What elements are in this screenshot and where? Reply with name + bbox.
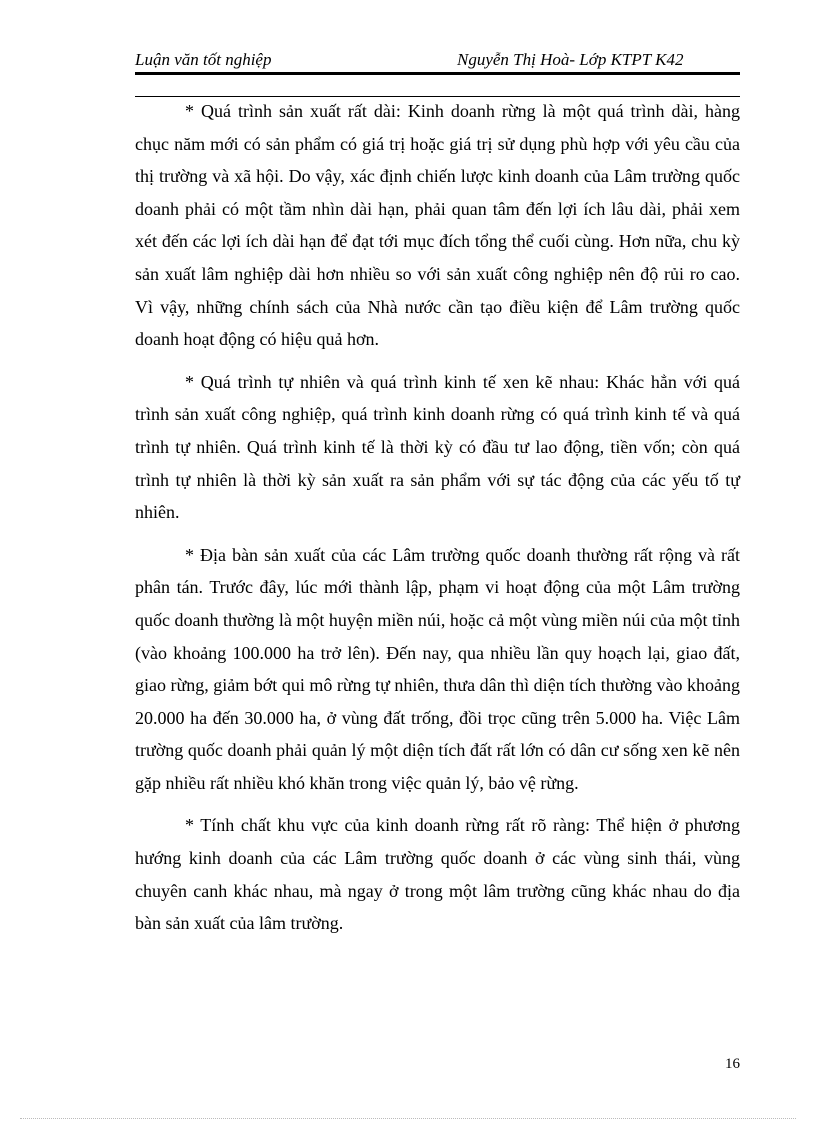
body-text — [135, 95, 740, 950]
header-thesis-title: Luận văn tốt nghiệp — [135, 50, 272, 69]
running-header — [135, 50, 740, 72]
header-rule-thick — [135, 72, 740, 75]
header-author-class: Nguyễn Thị Hoà- Lớp KTPT K42 — [457, 50, 684, 69]
paragraph-production-duration: * Quá trình sản xuất rất dài: Kinh doanh rừng là một quá trình dài, hàng chục năm mới có sản phẩm có giá trị hoặc giá trị sử dụng phù hợp với yêu cầu của thị trường và xã hội. Do vậy, xác định chiến lược kinh doanh của Lâm trường quốc doanh phải có một tầm nhìn dài hạn, phải quan tâm đến lợi ích lâu dài, phải xem xét đến các lợi ích dài hạn để đạt tới mục đích tổng thể cuối cùng. Hơn nữa, chu kỳ sản xuất lâm nghiệp dài hơn nhiều so với sản xuất công nghiệp nên độ rủi ro cao. Vì vậy, những chính sách của Nhà nước cần tạo điều kiện để Lâm trường quốc doanh hoạt động có hiệu quả hơn. — [135, 101, 740, 350]
page-bottom-border — [20, 1118, 796, 1119]
paragraph-regional-nature: * Tính chất khu vực của kinh doanh rừng rất rõ ràng: Thể hiện ở phương hướng kinh doanh của các Lâm trường quốc doanh ở các vùng sinh thái, vùng chuyên canh khác nhau, mà ngay ở trong một lâm trường cũng khác nhau do địa bàn sản xuất của lâm trường. — [135, 815, 740, 934]
paragraph-natural-economic-process: * Quá trình tự nhiên và quá trình kinh tế xen kẽ nhau: Khác hẳn với quá trình sản xuất công nghiệp, quá trình kinh doanh rừng có quá trình kinh tế và quá trình tự nhiên. Quá trình kinh tế là thời kỳ có đầu tư lao động, tiền vốn; còn quá trình tự nhiên là thời kỳ sản xuất ra sản phẩm với sự tác động của các yếu tố tự nhiên. — [135, 371, 740, 523]
page-number: 16 — [725, 1056, 740, 1072]
paragraph-production-area: * Địa bàn sản xuất của các Lâm trường quốc doanh thường rất rộng và rất phân tán. Trước đây, lúc mới thành lập, phạm vi hoạt động của một Lâm trường quốc doanh thường là một huyện miền núi, hoặc cả một vùng miền núi của một tỉnh (vào khoảng 100.000 ha trở lên). Đến nay, qua nhiều lần quy hoạch lại, giao đất, giao rừng, giảm bớt qui mô rừng tự nhiên, thưa dân thì diện tích thường vào khoảng 20.000 ha đến 30.000 ha, ở vùng đất trống, đồi trọc cũng trên 5.000 ha. Việc Lâm trường quốc doanh phải quản lý một diện tích đất rất lớn có dân cư sống xen kẽ nên gặp nhiều rất nhiều khó khăn trong việc quản lý, bảo vệ rừng. — [135, 544, 740, 793]
